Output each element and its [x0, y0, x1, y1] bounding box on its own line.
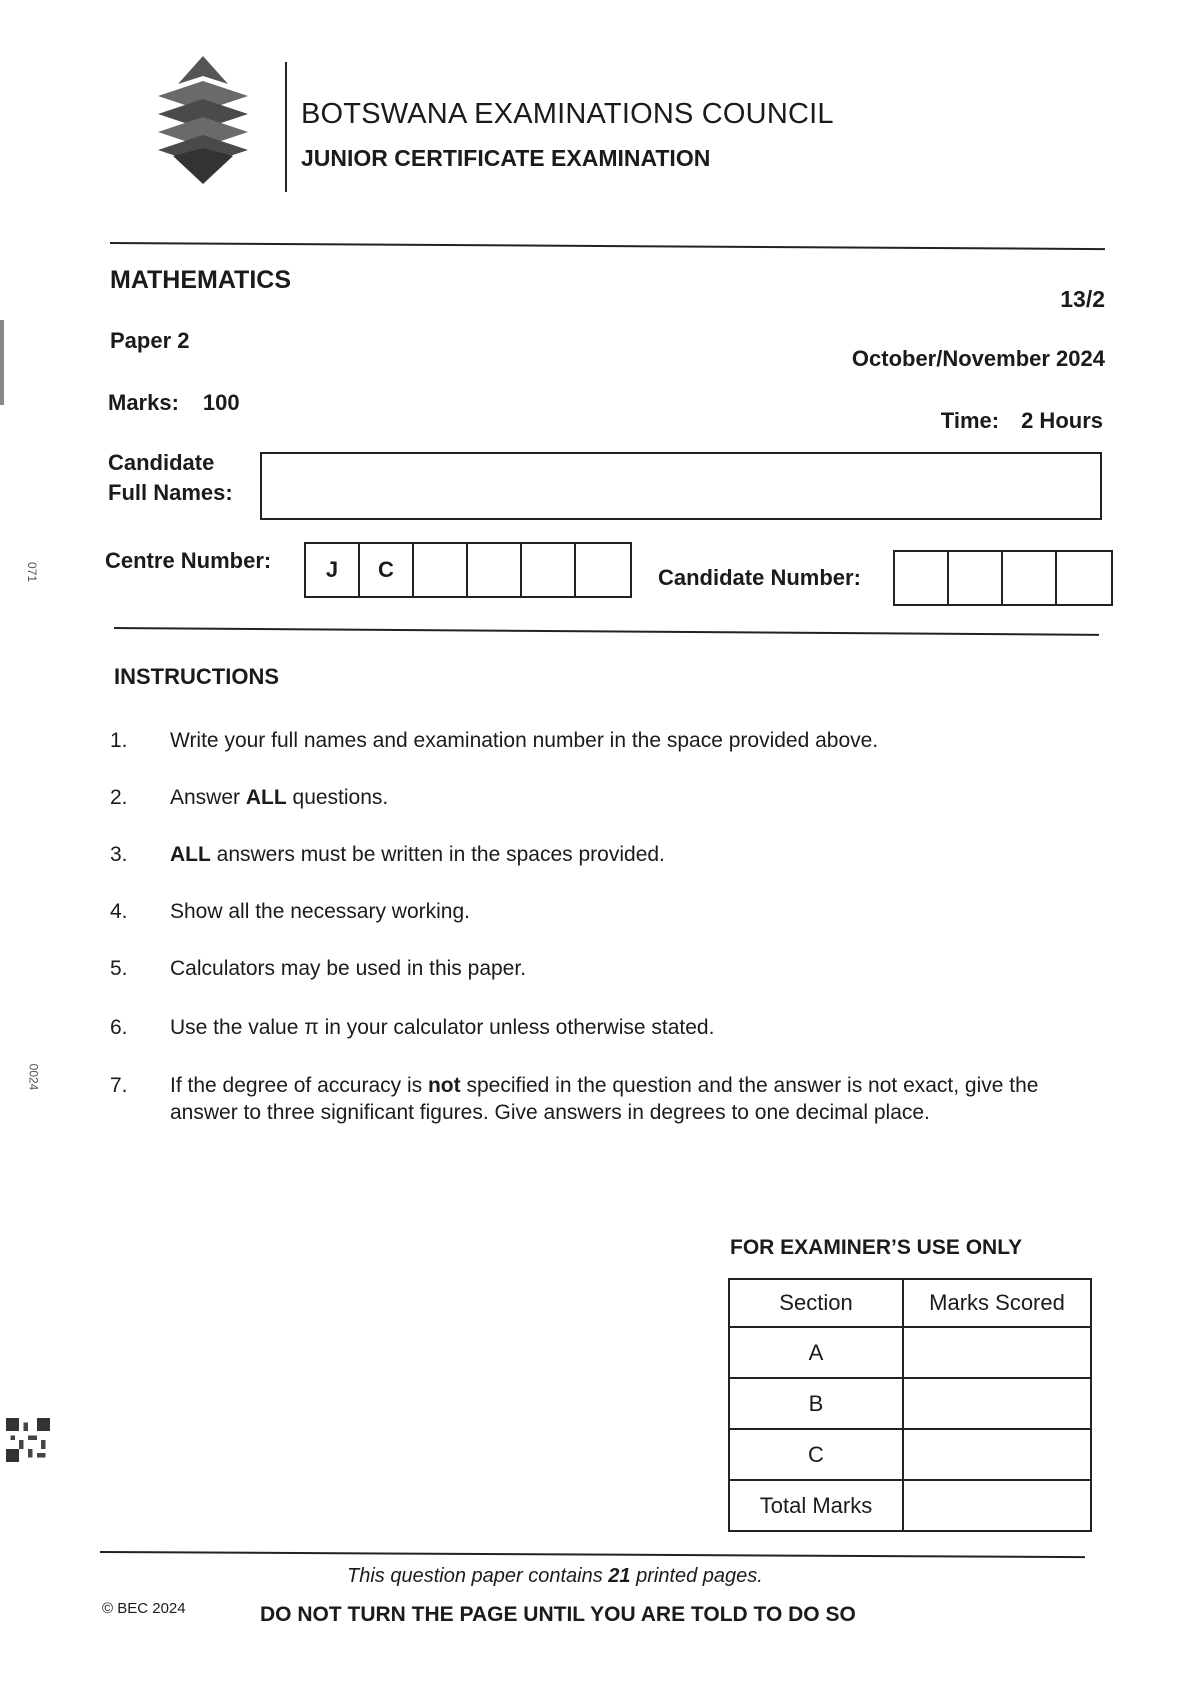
time-label: Time:	[940, 408, 1000, 433]
marks-cell[interactable]	[903, 1378, 1091, 1429]
candidate-names-label	[108, 448, 233, 508]
candidate-number-label: Candidate Number:	[658, 565, 861, 590]
instruction-item	[110, 1014, 1110, 1041]
instruction-number: 3.	[110, 843, 128, 866]
margin-code: 0024	[26, 1063, 41, 1091]
instruction-number: 7.	[110, 1074, 128, 1097]
exam-name: JUNIOR CERTIFICATE EXAMINATION	[301, 145, 711, 171]
column-header-marks: Marks Scored	[903, 1279, 1091, 1327]
instruction-number: 5.	[110, 957, 128, 980]
table-row	[729, 1429, 1091, 1480]
top-rule	[110, 242, 1105, 250]
paper-code: 13/2	[1060, 286, 1105, 312]
time-value: 2 Hours	[1021, 408, 1103, 433]
table-row	[729, 1327, 1091, 1378]
subject-title: MATHEMATICS	[110, 266, 291, 294]
marks-cell[interactable]	[903, 1327, 1091, 1378]
centre-cell[interactable]	[522, 544, 576, 596]
instruction-number: 2.	[110, 786, 128, 809]
names-label-line1: Candidate	[108, 450, 215, 475]
marks-info	[108, 390, 240, 416]
do-not-turn-warning: DO NOT TURN THE PAGE UNTIL YOU ARE TOLD TO DO SO	[260, 1603, 856, 1626]
candidate-names-field[interactable]	[260, 452, 1102, 520]
centre-number-label: Centre Number:	[105, 548, 272, 573]
pages-note: This question paper contains 21 printed pages.	[347, 1565, 763, 1587]
section-cell: Total Marks	[729, 1480, 903, 1531]
examiner-heading: FOR EXAMINER’S USE ONLY	[730, 1236, 1023, 1259]
centre-cell[interactable]	[468, 544, 522, 596]
instruction-number: 4.	[110, 900, 128, 923]
council-name: BOTSWANA EXAMINATIONS COUNCIL	[301, 98, 834, 130]
instruction-item	[110, 784, 1110, 811]
candidate-number-field[interactable]	[893, 550, 1113, 606]
instruction-item	[110, 1072, 1110, 1126]
section-cell: A	[729, 1327, 903, 1378]
instruction-text: ALL answers must be written in the spaces provided.	[170, 843, 665, 866]
marks-cell[interactable]	[903, 1480, 1091, 1531]
instruction-item	[110, 841, 1110, 868]
scan-edge-mark	[0, 320, 4, 405]
table-row	[729, 1480, 1091, 1531]
column-header-section: Section	[729, 1279, 903, 1327]
instruction-item	[110, 955, 1110, 982]
section-cell: C	[729, 1429, 903, 1480]
candidate-cell[interactable]	[949, 552, 1003, 604]
margin-code: 071	[25, 561, 40, 583]
instruction-number: 1.	[110, 729, 128, 752]
instruction-text: Show all the necessary working.	[170, 900, 470, 923]
instruction-text: Write your full names and examination number in the space provided above.	[170, 729, 879, 752]
exam-session: October/November 2024	[851, 346, 1105, 371]
centre-cell[interactable]	[414, 544, 468, 596]
instruction-item	[110, 727, 1110, 754]
marks-label: Marks:	[108, 390, 179, 415]
instruction-item	[110, 898, 1110, 925]
centre-cell[interactable]	[576, 544, 630, 596]
marks-value: 100	[202, 390, 240, 415]
candidate-cell[interactable]	[1003, 552, 1057, 604]
middle-rule	[114, 627, 1099, 636]
copyright: © BEC 2024	[102, 1600, 186, 1617]
bottom-rule	[100, 1551, 1085, 1558]
header-divider	[285, 62, 287, 192]
names-label-line2: Full Names:	[108, 480, 233, 505]
instruction-text: If the degree of accuracy is not specified in the question and the answer is not exact, give the answer to three significant figures. Give answers in degrees to one decimal place.	[170, 1074, 1039, 1124]
candidate-cell[interactable]	[1057, 552, 1111, 604]
table-header-row	[729, 1279, 1091, 1327]
paper-number: Paper 2	[110, 328, 190, 353]
centre-cell[interactable]: C	[360, 544, 414, 596]
instruction-text: Calculators may be used in this paper.	[170, 957, 527, 980]
instruction-text: Answer ALL questions.	[170, 786, 389, 809]
centre-number-field[interactable]	[304, 542, 632, 598]
bec-logo	[148, 56, 258, 186]
instructions-heading: INSTRUCTIONS	[114, 664, 279, 689]
candidate-cell[interactable]	[895, 552, 949, 604]
qr-code-icon	[6, 1418, 50, 1462]
section-cell: B	[729, 1378, 903, 1429]
instruction-number: 6.	[110, 1016, 128, 1039]
instruction-text: Use the value π in your calculator unless otherwise stated.	[170, 1016, 715, 1039]
examiner-table	[728, 1278, 1092, 1532]
time-info	[941, 408, 1103, 434]
centre-cell[interactable]: J	[306, 544, 360, 596]
table-row	[729, 1378, 1091, 1429]
marks-cell[interactable]	[903, 1429, 1091, 1480]
